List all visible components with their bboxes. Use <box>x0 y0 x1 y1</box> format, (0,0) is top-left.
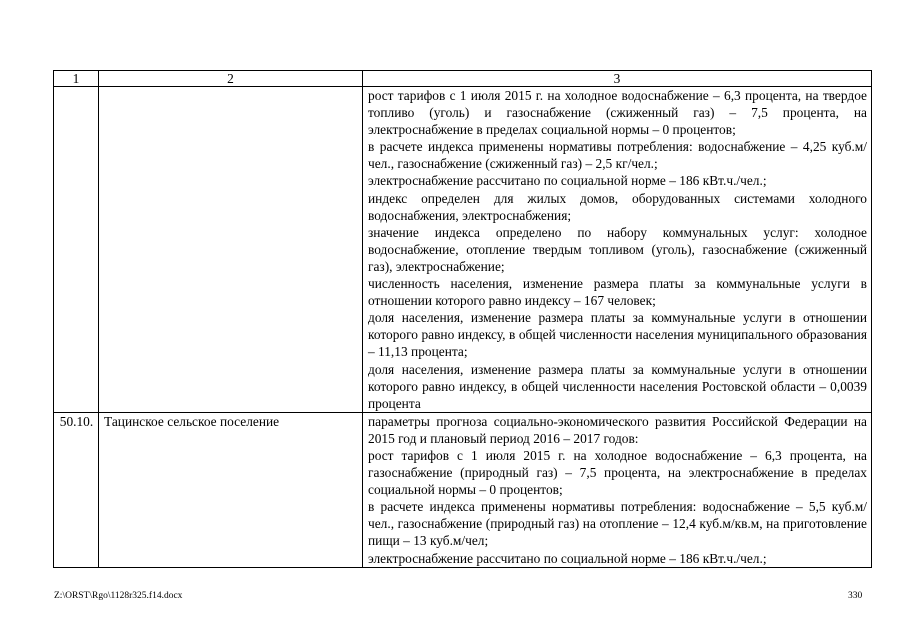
paragraph: численность населения, изменение размера платы за коммунальные услуги в отношении которого равно индексу – 167 человек; <box>368 276 867 309</box>
row-number: 50.10. <box>54 412 99 567</box>
table-header <box>54 71 872 87</box>
paragraph: параметры прогноза социально-экономического развития Российской Федерации на 2015 год и плановый период 2016 – 2017 годов: <box>368 413 867 446</box>
row-name <box>99 87 363 413</box>
document-table <box>53 70 872 568</box>
row-number <box>54 87 99 413</box>
paragraph: доля населения, изменение размера платы за коммунальные услуги в отношении которого равно индексу, в общей численности населения Ростовской области – 0,0039 процента <box>368 361 867 411</box>
row-name: Тацинское сельское поселение <box>99 412 363 567</box>
paragraph: доля населения, изменение размера платы за коммунальные услуги в отношении которого равно индексу, в общей численности населения муниципального образования – 11,13 процента; <box>368 310 867 360</box>
header-cell-1: 1 <box>54 71 99 87</box>
paragraph: индекс определен для жилых домов, оборудованных системами холодного водоснабжения, электроснабжения; <box>368 190 867 223</box>
table-row <box>54 87 872 413</box>
header-cell-2: 2 <box>99 71 363 87</box>
footer-file-path: Z:\ORST\Rgo\1128r325.f14.docx <box>54 591 183 601</box>
header-cell-3: 3 <box>363 71 872 87</box>
paragraph: рост тарифов с 1 июля 2015 г. на холодное водоснабжение – 6,3 процента, на газоснабжение (природный газ) – 7,5 процента, на электроснабжение в пределах социальной нормы – 0 процентов; <box>368 447 867 498</box>
table-row <box>54 412 872 567</box>
row-description <box>363 412 872 567</box>
header-row <box>54 71 872 87</box>
paragraph: электроснабжение рассчитано по социальной норме – 186 кВт.ч./чел.; <box>368 550 767 566</box>
paragraph: в расчете индекса применены нормативы потребления: водоснабжение – 5,5 куб.м/чел., газоснабжение (природный газ) на отопление – 12,4 куб.м/кв.м, на приготовление пищи – 13 куб.м/чел; <box>368 499 867 549</box>
paragraph: в расчете индекса применены нормативы потребления: водоснабжение – 4,25 куб.м/чел., газоснабжение (сжиженный газ) – 2,5 кг/чел.; <box>368 139 867 172</box>
paragraph: рост тарифов с 1 июля 2015 г. на холодное водоснабжение – 6,3 процента, на твердое топливо (уголь) и газоснабжение (сжиженный газ) – 7,5 процента, на электроснабжение в пределах социальной нормы – 0 процентов; <box>368 88 867 138</box>
row-description <box>363 87 872 413</box>
page-number: 330 <box>848 591 863 601</box>
paragraph: значение индекса определено по набору коммунальных услуг: холодное водоснабжение, отопление твердым топливом (уголь), газоснабжение (сжиженный газ), электроснабжение; <box>368 224 867 274</box>
paragraph: электроснабжение рассчитано по социальной норме – 186 кВт.ч./чел.; <box>368 173 767 189</box>
